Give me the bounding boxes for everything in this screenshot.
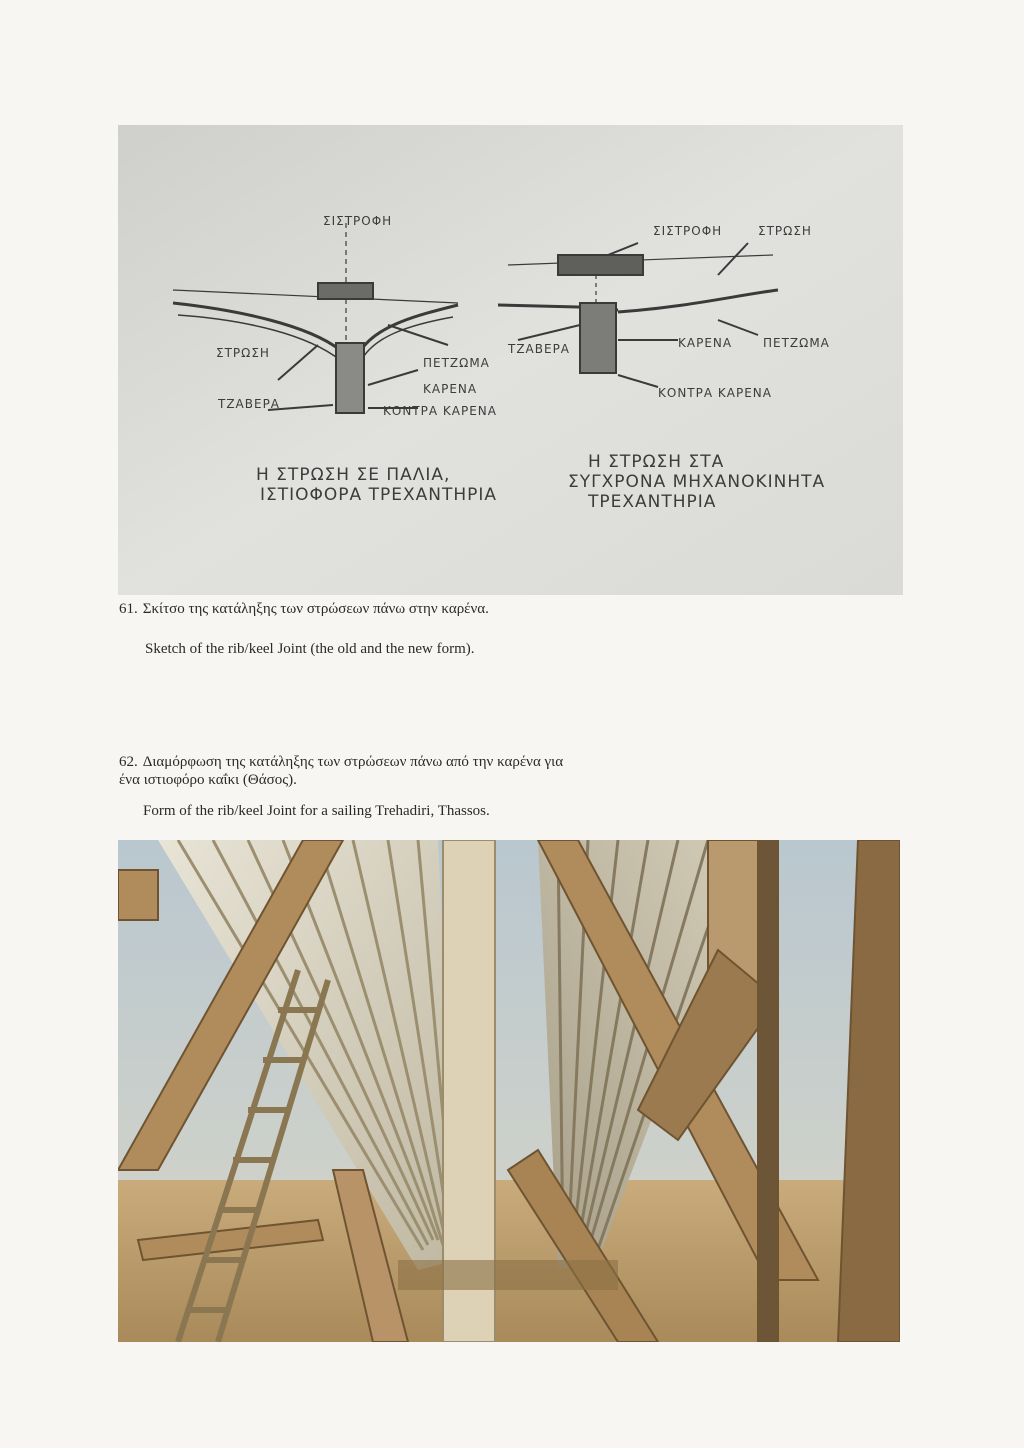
sketch-label: ΚΑΡΕΝΑ xyxy=(678,336,733,350)
sketch-label: ΚΟΝΤΡΑ ΚΑΡΕΝΑ xyxy=(383,404,497,418)
sketch-label: ΤΖΑΒΕΡΑ xyxy=(218,397,281,411)
figure-62-caption-greek xyxy=(119,753,579,789)
sketch-drawing xyxy=(118,125,903,595)
sketch-note: ΣΥΓΧΡΟΝΑ ΜΗΧΑΝΟΚΙΝΗΤΑ xyxy=(568,472,826,492)
sketch-label: ΚΑΡΕΝΑ xyxy=(423,382,478,396)
sketch-label: ΣΤΡΩΣΗ xyxy=(216,346,270,360)
caption-text: Διαμόρφωση της κατάληξης των στρώσεων πάνω από την καρένα για ένα ιστιοφόρο καΐκι (Θάσος). xyxy=(119,754,564,788)
figure-number: 61. xyxy=(119,601,138,617)
figure-61-caption-english: Sketch of the rib/keel Joint (the old and the new form). xyxy=(145,641,475,657)
sketch-label: ΤΖΑΒΕΡΑ xyxy=(508,342,571,356)
sketch-label: ΣΤΡΩΣΗ xyxy=(758,224,812,238)
sketch-label: ΣΙΣΤΡΟΦΗ xyxy=(653,224,723,238)
sketch-note: ΤΡΕΧΑΝΤΗΡΙΑ xyxy=(588,492,717,512)
figure-number: 62. xyxy=(119,754,138,770)
sketch-note: ΙΣΤΙΟΦΟΡΑ ΤΡΕΧΑΝΤΗΡΙΑ xyxy=(260,485,498,505)
sketch-note: Η ΣΤΡΩΣΗ ΣΤΑ xyxy=(588,452,725,472)
caption-text: Σκίτσο της κατάληξης των στρώσεων πάνω στην καρένα. xyxy=(142,601,489,617)
sketch-label: ΠΕΤΖΩΜΑ xyxy=(423,356,490,370)
boat-hull-photo xyxy=(118,840,900,1342)
sketch-label: ΚΟΝΤΡΑ ΚΑΡΕΝΑ xyxy=(658,386,772,400)
figure-61-caption-greek xyxy=(119,600,489,618)
figure-61-sketch xyxy=(118,125,903,595)
figure-62-caption-english: Form of the rib/keel Joint for a sailing Trehadiri, Thassos. xyxy=(143,803,490,819)
sketch-label: ΠΕΤΖΩΜΑ xyxy=(763,336,830,350)
figure-62-photo xyxy=(118,840,900,1342)
sketch-label: ΣΙΣΤΡΟΦΗ xyxy=(323,214,393,228)
sketch-note: Η ΣΤΡΩΣΗ ΣΕ ΠΑΛΙΑ, xyxy=(256,465,451,485)
